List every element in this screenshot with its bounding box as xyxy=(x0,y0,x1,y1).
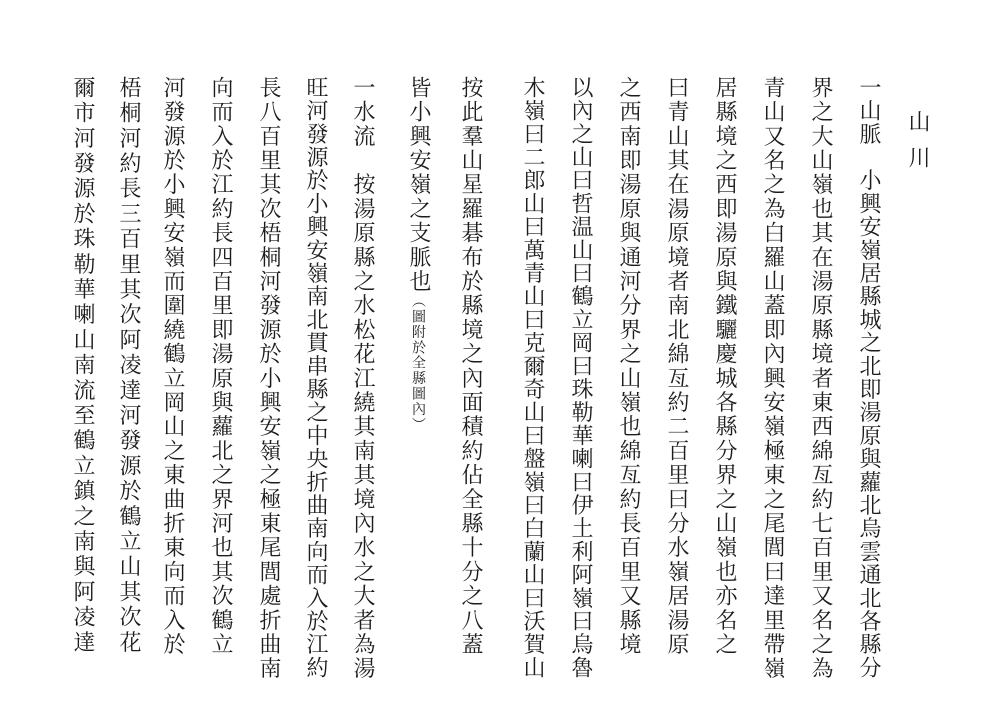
text-column: 向而入於江約長四百里即湯原與蘿北之界河也其次鶴立 xyxy=(208,76,233,657)
text-column: 木嶺曰二郎山曰萬青山曰克爾奇山曰盤嶺曰白蘭山曰沃賀山 xyxy=(520,76,545,680)
text-column: 青山又名之為白羅山蓋即內興安嶺極東之尾閭曰達里帶嶺 xyxy=(760,76,785,681)
text-column: 河發源於小興安嶺而圍繞鶴立岡山之東曲折東向而入於 xyxy=(160,76,185,657)
text-column: 一山脈 小興安嶺居縣城之北即湯原與蘿北烏雲通北各縣分 xyxy=(856,76,881,680)
inline-note: （圖附於全縣圖內） xyxy=(410,293,426,433)
text-column: 以內之山曰哲温山曰鶴立岡曰珠勒華喇曰伊土利阿嶺曰烏魯 xyxy=(568,76,593,680)
section-title: 山川 xyxy=(905,110,930,182)
text-column: 界之大山嶺也其在湯原縣境者東西綿亙約七百里又名之為 xyxy=(808,76,833,681)
text-column: 按此羣山星羅碁布於縣境之內面積約佔全縣十分之八蓋 xyxy=(458,76,483,657)
text-column: 長八百里其次梧桐河發源於小興安嶺之極東尾閭處折曲南 xyxy=(256,76,281,681)
text-column: 旺河發源於小興安嶺南北貫串縣之中央折曲南向而入於江約 xyxy=(303,76,328,680)
column-text: 皆小興安嶺之支脈也 xyxy=(406,76,431,294)
text-column: 之西南即湯原與通河分界之山嶺也綿亙約長百里又縣境 xyxy=(616,76,641,657)
text-column: 爾市河發源於珠勒華喇山南流至鶴立鎮之南與阿凌達 xyxy=(70,76,95,656)
text-column: 曰青山其在湯原境者南北綿亙約二百里曰分水嶺居湯原 xyxy=(664,76,689,657)
text-column: 一水流 按湯原縣之水松花江繞其南其境內水之大者為湯 xyxy=(350,76,375,681)
text-column: 梧桐河約長三百里其次阿凌達河發源於鶴立山其次花 xyxy=(116,76,141,656)
text-column: 居縣境之西即湯原與鐵驪慶城各縣分界之山嶺也亦名之 xyxy=(712,76,737,657)
text-column-with-note xyxy=(406,76,430,432)
